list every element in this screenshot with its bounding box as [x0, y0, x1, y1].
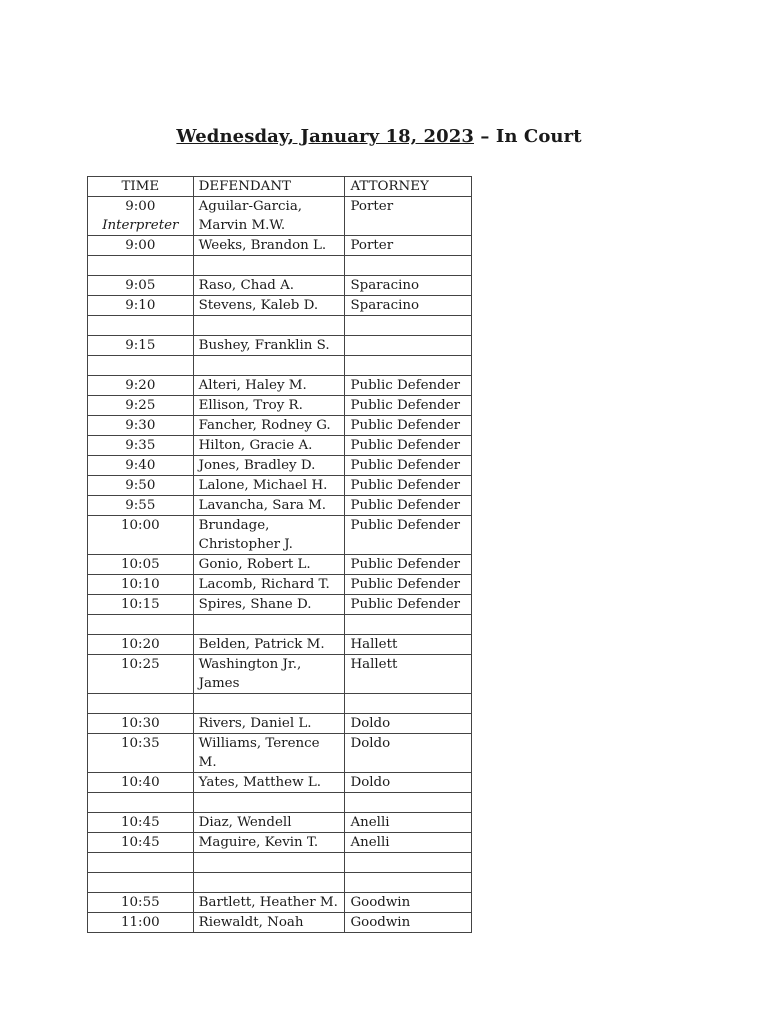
- attorney-cell: [345, 773, 472, 793]
- defendant-cell: [193, 555, 345, 575]
- attorney-name: Public Defender: [350, 478, 461, 493]
- blank-cell: [345, 615, 472, 635]
- docket-body: [88, 197, 472, 933]
- time-value: 10:05: [121, 557, 160, 572]
- time-cell: [88, 396, 194, 416]
- time-cell: [88, 734, 194, 773]
- defendant-name: Raso, Chad A.: [198, 278, 295, 293]
- attorney-cell: [345, 296, 472, 316]
- table-row: [88, 436, 472, 456]
- attorney-cell: [345, 436, 472, 456]
- defendant-name: Riewaldt, Noah: [198, 915, 304, 930]
- table-row: [88, 476, 472, 496]
- time-value: 9:20: [125, 378, 156, 393]
- table-row: [88, 197, 472, 236]
- time-cell: [88, 833, 194, 853]
- attorney-name: Public Defender: [350, 557, 461, 572]
- defendant-name: Aguilar-Garcia,: [198, 199, 303, 214]
- blank-row: [88, 873, 472, 893]
- title-suffix: – In Court: [473, 126, 582, 147]
- attorney-cell: [345, 833, 472, 853]
- blank-cell: [193, 694, 345, 714]
- defendant-cell: [193, 296, 345, 316]
- attorney-name: Public Defender: [350, 378, 461, 393]
- defendant-name-continued: M.: [198, 755, 217, 770]
- table-row: [88, 734, 472, 773]
- blank-row: [88, 793, 472, 813]
- table-row: [88, 893, 472, 913]
- attorney-name: Public Defender: [350, 438, 461, 453]
- blank-cell: [193, 873, 345, 893]
- time-note: Interpreter: [102, 218, 179, 233]
- time-value: 10:45: [121, 815, 160, 830]
- time-cell: [88, 655, 194, 694]
- blank-cell: [88, 316, 194, 336]
- blank-cell: [193, 316, 345, 336]
- time-value: 9:10: [125, 298, 156, 313]
- blank-cell: [345, 316, 472, 336]
- blank-cell: [193, 256, 345, 276]
- time-cell: [88, 555, 194, 575]
- defendant-name: Spires, Shane D.: [198, 597, 312, 612]
- defendant-name: Belden, Patrick M.: [198, 637, 325, 652]
- time-value: 10:20: [121, 637, 160, 652]
- time-cell: [88, 773, 194, 793]
- time-cell: [88, 913, 194, 933]
- defendant-name-continued: Christopher J.: [198, 537, 293, 552]
- blank-cell: [345, 873, 472, 893]
- defendant-cell: [193, 734, 345, 773]
- time-value: 9:35: [125, 438, 156, 453]
- blank-row: [88, 615, 472, 635]
- time-value: 10:45: [121, 835, 160, 850]
- time-cell: [88, 376, 194, 396]
- time-value: 9:05: [125, 278, 156, 293]
- attorney-name: Public Defender: [350, 518, 461, 533]
- defendant-cell: [193, 416, 345, 436]
- time-cell: [88, 456, 194, 476]
- defendant-cell: [193, 714, 345, 734]
- time-cell: [88, 893, 194, 913]
- defendant-cell: [193, 773, 345, 793]
- blank-cell: [88, 873, 194, 893]
- table-row: [88, 496, 472, 516]
- attorney-cell: [345, 635, 472, 655]
- blank-cell: [345, 356, 472, 376]
- table-row: [88, 516, 472, 555]
- attorney-cell: [345, 595, 472, 615]
- blank-row: [88, 356, 472, 376]
- defendant-cell: [193, 575, 345, 595]
- time-value: 10:10: [121, 577, 160, 592]
- blank-cell: [193, 356, 345, 376]
- defendant-cell: [193, 476, 345, 496]
- time-cell: [88, 635, 194, 655]
- attorney-name: Doldo: [350, 775, 391, 790]
- defendant-name: Ellison, Troy R.: [198, 398, 303, 413]
- attorney-name: Public Defender: [350, 458, 461, 473]
- defendant-cell: [193, 236, 345, 256]
- defendant-cell: [193, 893, 345, 913]
- attorney-cell: [345, 376, 472, 396]
- attorney-cell: [345, 516, 472, 555]
- defendant-name: Alteri, Haley M.: [198, 378, 307, 393]
- defendant-name: Brundage,: [198, 518, 270, 533]
- time-cell: [88, 236, 194, 256]
- blank-cell: [88, 793, 194, 813]
- blank-cell: [88, 853, 194, 873]
- title-date: Wednesday, January 18, 2023: [176, 126, 474, 147]
- attorney-name: Goodwin: [350, 915, 411, 930]
- defendant-name: Hilton, Gracie A.: [198, 438, 313, 453]
- blank-row: [88, 316, 472, 336]
- defendant-name: Stevens, Kaleb D.: [198, 298, 319, 313]
- attorney-cell: [345, 236, 472, 256]
- blank-cell: [193, 793, 345, 813]
- table-row: [88, 236, 472, 256]
- time-value: 9:00: [125, 199, 156, 214]
- table-row: [88, 376, 472, 396]
- time-cell: [88, 496, 194, 516]
- defendant-name: Diaz, Wendell: [198, 815, 292, 830]
- time-cell: [88, 336, 194, 356]
- time-cell: [88, 296, 194, 316]
- attorney-name: Public Defender: [350, 498, 461, 513]
- blank-row: [88, 256, 472, 276]
- blank-cell: [88, 694, 194, 714]
- table-row: [88, 655, 472, 694]
- attorney-cell: [345, 913, 472, 933]
- defendant-name-continued: Marvin M.W.: [198, 218, 286, 233]
- table-row: [88, 833, 472, 853]
- blank-cell: [88, 615, 194, 635]
- table-row: [88, 276, 472, 296]
- defendant-cell: [193, 655, 345, 694]
- docket-table: [87, 176, 472, 933]
- defendant-name: Maguire, Kevin T.: [198, 835, 319, 850]
- page-title: [0, 126, 758, 147]
- defendant-name: Williams, Terence: [198, 736, 320, 751]
- time-cell: [88, 575, 194, 595]
- attorney-name: Doldo: [350, 716, 391, 731]
- defendant-cell: [193, 595, 345, 615]
- attorney-name: Anelli: [350, 815, 390, 830]
- attorney-name: Public Defender: [350, 418, 461, 433]
- defendant-name: Rivers, Daniel L.: [198, 716, 312, 731]
- attorney-cell: [345, 416, 472, 436]
- defendant-name: Lalone, Michael H.: [198, 478, 328, 493]
- defendant-cell: [193, 496, 345, 516]
- attorney-cell: [345, 276, 472, 296]
- time-value: 9:40: [125, 458, 156, 473]
- attorney-name: Public Defender: [350, 398, 461, 413]
- defendant-cell: [193, 276, 345, 296]
- time-value: 11:00: [121, 915, 160, 930]
- time-cell: [88, 516, 194, 555]
- defendant-name: Yates, Matthew L.: [198, 775, 321, 790]
- defendant-cell: [193, 436, 345, 456]
- header-defendant: DEFENDANT: [193, 177, 345, 197]
- attorney-name: Goodwin: [350, 895, 411, 910]
- time-cell: [88, 595, 194, 615]
- time-value: 10:55: [121, 895, 160, 910]
- table-row: [88, 913, 472, 933]
- time-value: 9:55: [125, 498, 156, 513]
- defendant-cell: [193, 376, 345, 396]
- attorney-name: Hallett: [350, 657, 398, 672]
- attorney-cell: [345, 555, 472, 575]
- time-value: 10:15: [121, 597, 160, 612]
- attorney-name: Sparacino: [350, 298, 420, 313]
- defendant-cell: [193, 396, 345, 416]
- defendant-name: Fancher, Rodney G.: [198, 418, 331, 433]
- time-cell: [88, 813, 194, 833]
- blank-cell: [193, 615, 345, 635]
- defendant-cell: [193, 813, 345, 833]
- blank-row: [88, 694, 472, 714]
- blank-cell: [345, 256, 472, 276]
- attorney-cell: [345, 456, 472, 476]
- time-value: 9:00: [125, 238, 156, 253]
- attorney-cell: [345, 655, 472, 694]
- blank-cell: [345, 694, 472, 714]
- defendant-name: Lavancha, Sara M.: [198, 498, 327, 513]
- time-value: 10:00: [121, 518, 160, 533]
- attorney-cell: [345, 714, 472, 734]
- attorney-cell: [345, 496, 472, 516]
- attorney-name: Public Defender: [350, 597, 461, 612]
- attorney-name: Hallett: [350, 637, 398, 652]
- time-value: 9:30: [125, 418, 156, 433]
- defendant-name: Washington Jr.,: [198, 657, 302, 672]
- defendant-name: Bartlett, Heather M.: [198, 895, 338, 910]
- table-row: [88, 813, 472, 833]
- time-cell: [88, 416, 194, 436]
- attorney-cell: [345, 893, 472, 913]
- time-value: 9:50: [125, 478, 156, 493]
- table-row: [88, 595, 472, 615]
- table-row: [88, 336, 472, 356]
- attorney-name: Sparacino: [350, 278, 420, 293]
- time-value: 10:25: [121, 657, 160, 672]
- attorney-name: Doldo: [350, 736, 391, 751]
- defendant-cell: [193, 913, 345, 933]
- table-row: [88, 396, 472, 416]
- time-value: 10:40: [121, 775, 160, 790]
- table-row: [88, 555, 472, 575]
- time-value: 10:35: [121, 736, 160, 751]
- blank-row: [88, 853, 472, 873]
- time-cell: [88, 436, 194, 456]
- defendant-cell: [193, 197, 345, 236]
- table-header-row: [88, 177, 472, 197]
- attorney-cell: [345, 336, 472, 356]
- table-row: [88, 575, 472, 595]
- attorney-name: Porter: [350, 199, 394, 214]
- time-cell: [88, 276, 194, 296]
- blank-cell: [88, 256, 194, 276]
- time-cell: [88, 714, 194, 734]
- table-row: [88, 456, 472, 476]
- attorney-cell: [345, 734, 472, 773]
- attorney-cell: [345, 575, 472, 595]
- header-attorney: ATTORNEY: [345, 177, 472, 197]
- defendant-name: Lacomb, Richard T.: [198, 577, 330, 592]
- defendant-cell: [193, 635, 345, 655]
- time-cell: [88, 476, 194, 496]
- attorney-cell: [345, 197, 472, 236]
- table-row: [88, 714, 472, 734]
- blank-cell: [88, 356, 194, 376]
- blank-cell: [345, 793, 472, 813]
- attorney-name: Public Defender: [350, 577, 461, 592]
- attorney-cell: [345, 476, 472, 496]
- attorney-cell: [345, 396, 472, 416]
- blank-cell: [345, 853, 472, 873]
- time-value: 9:15: [125, 338, 156, 353]
- defendant-name-continued: James: [198, 676, 240, 691]
- defendant-cell: [193, 336, 345, 356]
- table-row: [88, 416, 472, 436]
- attorney-name: Anelli: [350, 835, 390, 850]
- defendant-cell: [193, 456, 345, 476]
- defendant-name: Gonio, Robert L.: [198, 557, 311, 572]
- header-time: TIME: [88, 177, 194, 197]
- defendant-cell: [193, 516, 345, 555]
- time-cell: [88, 197, 194, 236]
- time-value: 9:25: [125, 398, 156, 413]
- time-value: 10:30: [121, 716, 160, 731]
- blank-cell: [193, 853, 345, 873]
- defendant-cell: [193, 833, 345, 853]
- attorney-name: Porter: [350, 238, 394, 253]
- defendant-name: Weeks, Brandon L.: [198, 238, 327, 253]
- defendant-name: Jones, Bradley D.: [198, 458, 316, 473]
- attorney-cell: [345, 813, 472, 833]
- table-row: [88, 635, 472, 655]
- table-row: [88, 773, 472, 793]
- table-row: [88, 296, 472, 316]
- defendant-name: Bushey, Franklin S.: [198, 338, 330, 353]
